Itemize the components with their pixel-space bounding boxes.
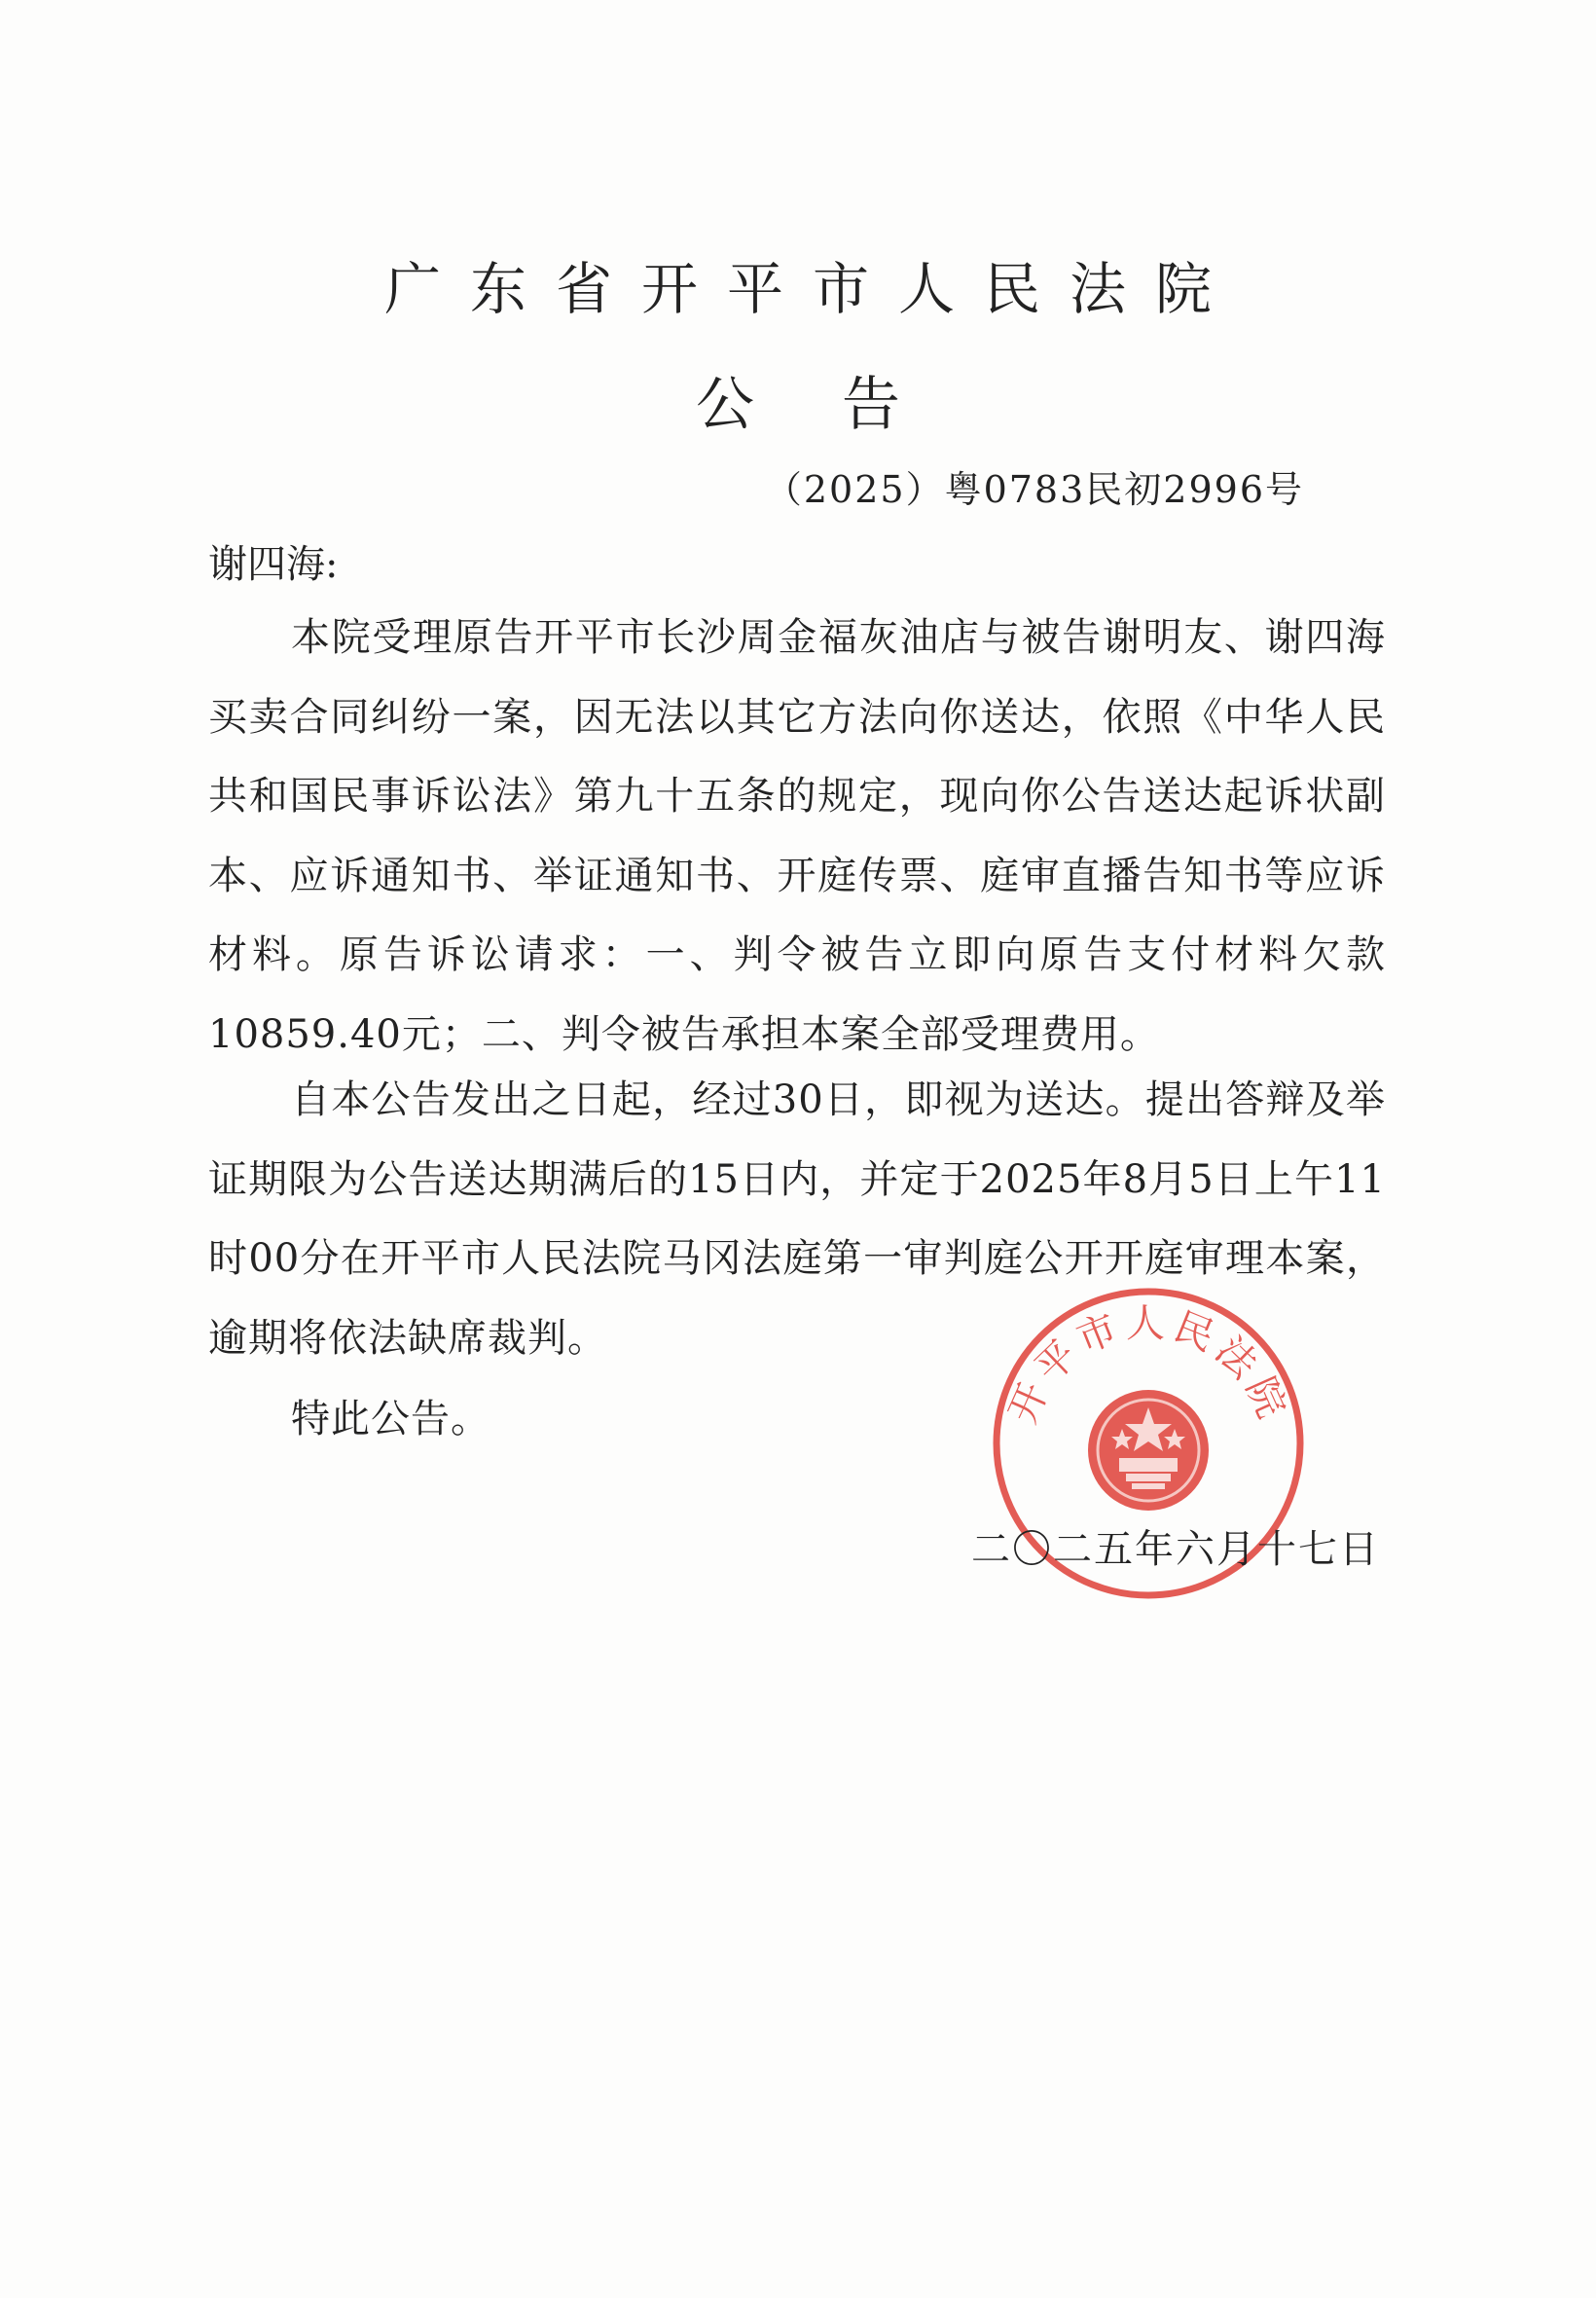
national-emblem-icon bbox=[1088, 1390, 1209, 1511]
seal-text: 开平市人民法院 bbox=[1000, 1301, 1296, 1431]
closing-statement: 特此公告。 bbox=[291, 1397, 490, 1441]
addressee: 谢四海: bbox=[208, 542, 339, 587]
court-name: 广东省开平市人民法院 bbox=[383, 256, 1241, 322]
issue-date: 二〇二五年六月十七日 bbox=[971, 1527, 1380, 1572]
notice-paragraph-1: 本院受理原告开平市长沙周金福灰油店与被告谢明友、谢四海买卖合同纠纷一案，因无法以其它方法向你送达，依照《中华人民共和国民事诉讼法》第九十五条的规定，现向你公告送达起诉状副本、应诉通知书、举证通知书、开庭传票、庭审直播告知书等应诉材料。原告诉讼请求：一、判令被告立即向原告支付材料欠款10859.40元；二、判令被告承担本案全部受理费用。 bbox=[208, 615, 1386, 1057]
case-number: （2025）粤0783民初2996号 bbox=[764, 468, 1304, 511]
document-title: 公告 bbox=[696, 371, 988, 439]
notice-paragraph-2: 自本公告发出之日起，经过30日，即视为送达。提出答辩及举证期限为公告送达期满后的15日内，并定于2025年8月5日上午11时00分在开平市人民法院马冈法庭第一审判庭公开开庭审理本案，逾期将依法缺席裁判。 bbox=[208, 1077, 1386, 1361]
